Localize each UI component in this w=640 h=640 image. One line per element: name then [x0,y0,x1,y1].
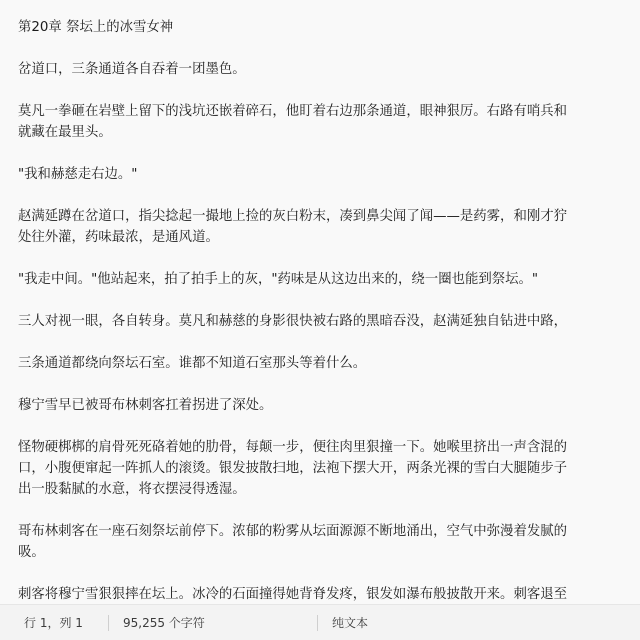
paragraph-line: 岔道口，三条通道各自吞着一团墨色。 [18,62,246,77]
paragraph-line: 口，小腹便窜起一阵抓人的滚烫。银发披散扫地，法袍下摆大开，两条光裸的雪白大腿随步子 [18,461,568,476]
paragraph-line: 三条通道都绕向祭坛石室。谁都不知道石室那头等着什么。 [18,356,367,371]
blank-line [18,290,640,311]
blank-line [18,332,640,353]
blank-line [18,143,640,164]
chapter-title: 第20章 祭坛上的冰雪女神 [18,20,174,35]
paragraph-line: 穆宁雪早已被哥布林刺客扛着拐进了深处。 [18,398,273,413]
paragraph-line: 出一股黏腻的水意，将衣摆浸得透湿。 [18,482,246,497]
blank-line [18,563,640,584]
cursor-position-status[interactable]: 行 1，列 1 [24,615,83,630]
paragraph-line: 莫凡一拳砸在岩壁上留下的浅坑还嵌着碎石，他盯着右边那条通道，眼神狠厉。右路有哨兵和 [18,104,568,119]
status-bar [0,604,640,640]
blank-line [18,185,640,206]
text-format-status[interactable]: 纯文本 [332,615,369,630]
blank-line [18,38,640,59]
paragraph-line: "我走中间。"他站起来，拍了拍手上的灰，"药味是从这边出来的，绕一圈也能到祭坛。" [18,272,539,287]
paragraph-line: 怪物硬梆梆的肩骨死死硌着她的肋骨，每颠一步，便往肉里狠撞一下。她喉里挤出一声含混的 [18,440,568,455]
character-count-status: 95,255 个字符 [123,615,205,630]
blank-line [18,374,640,395]
paragraph-line: "我和赫慈走右边。" [18,167,138,182]
blank-line [18,500,640,521]
paragraph-line: 吸。 [18,545,45,560]
paragraph-line: 处往外灌，药味最浓，是通风道。 [18,230,219,245]
blank-line [18,416,640,437]
paragraph-line: 三人对视一眼，各自转身。莫凡和赫慈的身影很快被右路的黑暗吞没，赵满延独自钻进中路， [18,314,568,329]
paragraph-line: 刺客将穆宁雪狠狠摔在坛上。冰冷的石面撞得她背脊发疼，银发如瀑布般披散开来。刺客退至 [18,587,568,602]
paragraph-line: 哥布林刺客在一座石刻祭坛前停下。浓郁的粉雾从坛面源源不断地涌出，空气中弥漫着发腻的 [18,524,568,539]
paragraph-line: 就藏在最里头。 [18,125,112,140]
paragraph-line: 赵满延蹲在岔道口，指尖捻起一撮地上捡的灰白粉末，凑到鼻尖闻了闻——是药雾，和刚才狞 [18,209,568,224]
blank-line [18,80,640,101]
blank-line [18,248,640,269]
